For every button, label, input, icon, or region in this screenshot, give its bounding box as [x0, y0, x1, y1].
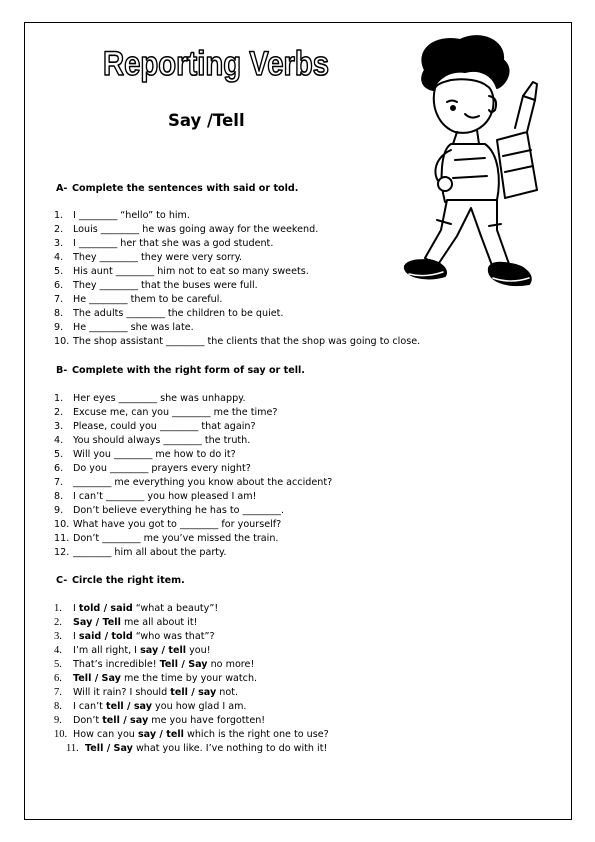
item-text: Louis ________ he was going away for the weekend.: [73, 224, 319, 235]
item-text-before: How can you: [73, 729, 138, 740]
item-text: Do you ________ prayers every night?: [73, 463, 251, 474]
exercise-item: [54, 209, 420, 223]
item-text: Don’t ________ me you’ve missed the train.: [73, 533, 279, 544]
item-text: Don’t believe everything he has to ________.: [73, 505, 285, 516]
item-text-before: Don’t: [73, 715, 103, 726]
item-number: 9.: [54, 322, 64, 333]
item-text: His aunt ________ him not to eat so many sweets.: [73, 266, 309, 277]
choice-options[interactable]: tell / say: [170, 687, 217, 698]
item-text-after: you how glad I am.: [151, 701, 247, 712]
item-text-after: no more!: [207, 659, 255, 670]
item-number: 1.: [54, 210, 64, 221]
exercise-item: [54, 714, 329, 728]
item-number: 5.: [54, 659, 62, 670]
item-text: Her eyes ________ she was unhappy.: [73, 393, 246, 404]
item-number: 3.: [54, 631, 62, 642]
item-number: 9.: [54, 505, 64, 516]
exercise-item: [54, 546, 332, 560]
item-number: 8.: [54, 308, 64, 319]
item-number: 12.: [54, 547, 70, 558]
exercise-item: [54, 658, 329, 672]
title-wordart: [100, 38, 332, 86]
item-number: 2.: [54, 617, 62, 628]
item-text: What have you got to ________ for yourself?: [73, 519, 282, 530]
choice-options[interactable]: Tell / Say: [73, 673, 121, 684]
worksheet-title: Reporting Verbs: [103, 45, 329, 83]
exercise-item: [54, 476, 332, 490]
exercise-item: [54, 462, 332, 476]
item-number: 7.: [54, 477, 64, 488]
section-a-instruction: Complete the sentences with said or told.: [72, 183, 299, 194]
item-text: The shop assistant ________ the clients that the shop was going to close.: [73, 336, 421, 347]
item-text-after: which is the right one to use?: [183, 729, 329, 740]
exercise-item: [54, 700, 329, 714]
exercise-item: [54, 532, 332, 546]
exercise-item: [54, 279, 420, 293]
item-number: 9.: [54, 715, 62, 726]
item-text: They ________ they were very sorry.: [73, 252, 243, 263]
section-c-list: [54, 602, 329, 756]
item-number: 6.: [54, 463, 64, 474]
item-text-before: I’m all right, I: [73, 645, 141, 656]
item-number: 4.: [54, 435, 64, 446]
exercise-item: [54, 518, 332, 532]
item-number: 10.: [54, 336, 70, 347]
item-text: The adults ________ the children to be quiet.: [73, 308, 284, 319]
exercise-item: [54, 307, 420, 321]
section-b-letter: B-: [56, 365, 68, 376]
choice-options[interactable]: say / tell: [140, 645, 187, 656]
item-number: 10.: [54, 519, 70, 530]
section-b-heading: [56, 365, 305, 376]
item-number: 5.: [54, 266, 64, 277]
item-text: Excuse me, can you ________ me the time?: [73, 407, 278, 418]
choice-options[interactable]: tell / say: [105, 701, 152, 712]
item-number: 3.: [54, 238, 64, 249]
choice-options[interactable]: Tell / Say: [85, 743, 133, 754]
item-number: 7.: [54, 294, 64, 305]
item-text-before: I can’t: [73, 701, 106, 712]
section-c-letter: C-: [56, 575, 68, 586]
exercise-item: [54, 223, 420, 237]
exercise-item: [54, 420, 332, 434]
item-text-after: what you like. I’ve nothing to do with it!: [132, 743, 328, 754]
item-text: ________ him all about the party.: [73, 547, 227, 558]
section-a-list: [54, 209, 420, 349]
item-number: 11.: [66, 743, 79, 754]
item-text-after: me the time by your watch.: [120, 673, 258, 684]
section-a-heading: [56, 183, 298, 194]
exercise-item: [54, 237, 420, 251]
item-text-after: not.: [216, 687, 239, 698]
item-number: 2.: [54, 224, 64, 235]
choice-options[interactable]: said / told: [78, 631, 133, 642]
item-number: 4.: [54, 252, 64, 263]
item-text-before: That’s incredible!: [73, 659, 160, 670]
section-c-instruction: Circle the right item.: [72, 575, 185, 586]
item-text: I ________ “hello” to him.: [73, 210, 190, 221]
exercise-item: [54, 602, 329, 616]
exercise-item: [54, 293, 420, 307]
exercise-item: [54, 504, 332, 518]
exercise-item: [54, 434, 332, 448]
section-c-heading: [56, 575, 185, 586]
exercise-item: [54, 728, 329, 742]
item-number: 11.: [54, 533, 70, 544]
item-number: 6.: [54, 280, 64, 291]
exercise-item: [54, 448, 332, 462]
item-number: 6.: [54, 673, 62, 684]
item-number: 8.: [54, 701, 62, 712]
item-text-after: “what a beauty”!: [132, 603, 219, 614]
item-text-after: you!: [186, 645, 211, 656]
item-number: 1.: [54, 603, 62, 614]
exercise-item: [54, 251, 420, 265]
item-text-before: I: [73, 603, 79, 614]
exercise-item: [54, 335, 420, 349]
choice-options[interactable]: say / tell: [137, 729, 184, 740]
exercise-item: [54, 630, 329, 644]
item-text: Please, could you ________ that again?: [73, 421, 256, 432]
choice-options[interactable]: Tell / Say: [159, 659, 208, 670]
item-number: 2.: [54, 407, 64, 418]
exercise-item: [54, 265, 420, 279]
exercise-item: [54, 490, 332, 504]
choice-options[interactable]: Say / Tell: [73, 617, 121, 628]
item-text-before: I: [73, 631, 79, 642]
exercise-item: [54, 672, 329, 686]
choice-options[interactable]: told / said: [78, 603, 133, 614]
exercise-item: [54, 321, 420, 335]
item-text-before: Will it rain? I should: [73, 687, 171, 698]
item-text-after: “who was that”?: [132, 631, 215, 642]
item-text: He ________ them to be careful.: [73, 294, 223, 305]
item-number: 3.: [54, 421, 64, 432]
item-text: I ________ her that she was a god student.: [73, 238, 274, 249]
exercise-item: [54, 616, 329, 630]
section-a-letter: A-: [56, 183, 68, 194]
item-number: 8.: [54, 491, 64, 502]
item-number: 4.: [54, 645, 62, 656]
item-text: They ________ that the buses were full.: [73, 280, 258, 291]
item-text: Will you ________ me how to do it?: [73, 449, 236, 460]
section-b-instruction: Complete with the right form of say or tell.: [72, 365, 305, 376]
item-text: ________ me everything you know about the accident?: [73, 477, 333, 488]
item-text: He ________ she was late.: [73, 322, 194, 333]
item-text-after: me you have forgotten!: [148, 715, 266, 726]
item-number: 7.: [54, 687, 62, 698]
exercise-item: [54, 686, 329, 700]
item-text: I can’t ________ you how pleased I am!: [73, 491, 257, 502]
item-text-after: me all about it!: [120, 617, 198, 628]
section-b-list: [54, 392, 332, 560]
exercise-item: [54, 392, 332, 406]
item-number: 10.: [54, 729, 68, 740]
choice-options[interactable]: tell / say: [102, 715, 149, 726]
exercise-item: [54, 742, 329, 756]
item-number: 1.: [54, 393, 64, 404]
exercise-item: [54, 644, 329, 658]
item-number: 5.: [54, 449, 64, 460]
worksheet-subtitle: Say /Tell: [168, 111, 245, 130]
exercise-item: [54, 406, 332, 420]
item-text: You should always ________ the truth.: [73, 435, 251, 446]
